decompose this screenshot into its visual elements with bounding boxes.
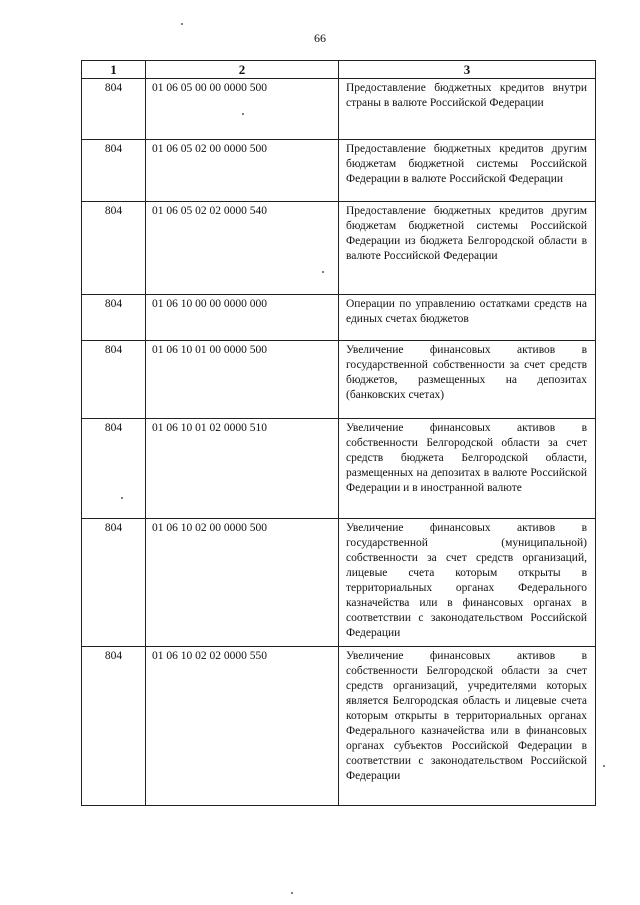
budget-code-cell: 01 06 10 02 02 0000 550 xyxy=(146,647,339,806)
budget-code-cell: 01 06 10 01 00 0000 500 xyxy=(146,341,339,419)
budget-code-cell: 01 06 10 02 00 0000 500 xyxy=(146,519,339,647)
table-row xyxy=(82,140,596,202)
admin-code-cell: 804 xyxy=(82,419,146,519)
scan-speck xyxy=(121,497,123,499)
description-cell: Операции по управлению остатками средств на единых счетах бюджетов xyxy=(339,295,596,341)
scan-speck xyxy=(603,765,605,767)
scan-speck xyxy=(181,23,183,25)
scan-speck xyxy=(242,113,244,115)
table-body xyxy=(82,79,596,806)
budget-code-cell: 01 06 05 02 00 0000 500 xyxy=(146,140,339,202)
header-row xyxy=(82,61,596,79)
table-row xyxy=(82,419,596,519)
scan-speck xyxy=(291,892,293,894)
column-header-2: 2 xyxy=(146,61,339,79)
description-cell: Увеличение финансовых активов в собственности Белгородской области за счет средств организаций, учредителями которых является Белгородская область и лицевые счета которым открыты в территориальных органах Федерального казначейства или в финансовых органах субъектов Российской Федерации в соответствии с законодательством Российской Федерации xyxy=(339,647,596,806)
admin-code-cell: 804 xyxy=(82,341,146,419)
table-row xyxy=(82,79,596,140)
budget-code-cell: 01 06 05 02 02 0000 540 xyxy=(146,202,339,295)
table-row xyxy=(82,295,596,341)
table-row xyxy=(82,341,596,419)
table-row xyxy=(82,647,596,806)
description-cell: Предоставление бюджетных кредитов другим бюджетам бюджетной системы Российской Федерации из бюджета Белгородской области в валюте Российской Федерации xyxy=(339,202,596,295)
admin-code-cell: 804 xyxy=(82,519,146,647)
table-row xyxy=(82,202,596,295)
column-header-3: 3 xyxy=(339,61,596,79)
table-header xyxy=(82,61,596,79)
budget-sources-table xyxy=(81,60,596,806)
column-header-1: 1 xyxy=(82,61,146,79)
scan-speck xyxy=(322,271,324,273)
description-cell: Увеличение финансовых активов в собственности Белгородской области за счет средств бюджета Белгородской области, размещенных на депозитах в валюте Российской Федерации и в иностранной валюте xyxy=(339,419,596,519)
description-cell: Увеличение финансовых активов в государственной собственности за счет средств бюджетов, размещенных на депозитах (банковских счетах) xyxy=(339,341,596,419)
admin-code-cell: 804 xyxy=(82,140,146,202)
description-cell: Предоставление бюджетных кредитов другим бюджетам бюджетной системы Российской Федерации в валюте Российской Федерации xyxy=(339,140,596,202)
budget-code-cell: 01 06 10 00 00 0000 000 xyxy=(146,295,339,341)
admin-code-cell: 804 xyxy=(82,79,146,140)
page-number: 66 xyxy=(314,31,326,45)
description-cell: Увеличение финансовых активов в государственной (муниципальной) собственности за счет средств организаций, лицевые счета которым открыты в территориальных органах Федерального казначейства или в финансовых органах в соответствии с законодательством Российской Федерации xyxy=(339,519,596,647)
admin-code-cell: 804 xyxy=(82,202,146,295)
description-cell: Предоставление бюджетных кредитов внутри страны в валюте Российской Федерации xyxy=(339,79,596,140)
budget-code-cell: 01 06 10 01 02 0000 510 xyxy=(146,419,339,519)
table-row xyxy=(82,519,596,647)
budget-code-cell: 01 06 05 00 00 0000 500 xyxy=(146,79,339,140)
admin-code-cell: 804 xyxy=(82,647,146,806)
admin-code-cell: 804 xyxy=(82,295,146,341)
